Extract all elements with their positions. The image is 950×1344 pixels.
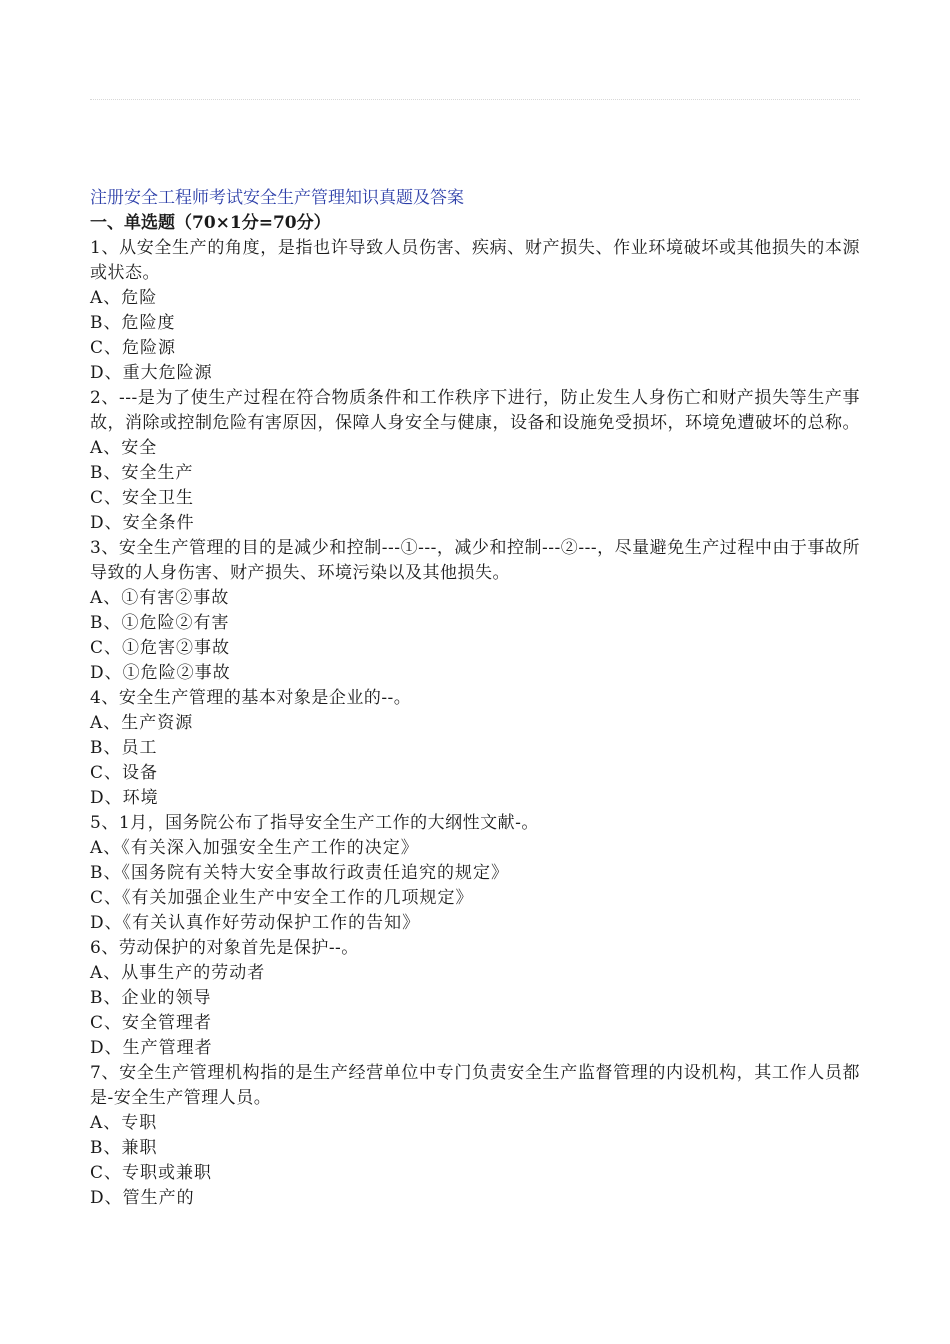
option-b: B、《国务院有关特大安全事故行政责任追究的规定》 (90, 863, 509, 883)
option-c: C、《有关加强企业生产中安全工作的几项规定》 (90, 888, 474, 908)
document-body (90, 186, 860, 1211)
option-c: C、安全卫生 (90, 488, 195, 508)
option-d: D、环境 (90, 788, 159, 808)
option-a: A、专职 (90, 1113, 158, 1133)
option-c: C、危险源 (90, 338, 177, 358)
question-4 (90, 686, 860, 811)
option-d: D、①危险②事故 (90, 663, 231, 683)
question-text: 4、安全生产管理的基本对象是企业的--。 (90, 688, 412, 708)
question-text: 6、劳动保护的对象首先是保护--。 (90, 938, 359, 958)
question-5 (90, 811, 860, 936)
option-a: A、从事生产的劳动者 (90, 963, 266, 983)
question-text: 7、安全生产管理机构指的是生产经营单位中专门负责安全生产监督管理的内设机构，其工作人员都是-安全生产管理人员。 (90, 1063, 860, 1108)
question-text: 2、---是为了使生产过程在符合物质条件和工作秩序下进行，防止发生人身伤亡和财产损失等生产事故，消除或控制危险有害原因，保障人身安全与健康，设备和设施免受损坏，环境免遭破坏的总称。 (90, 388, 860, 433)
option-c: C、设备 (90, 763, 159, 783)
option-d: D、管生产的 (90, 1188, 195, 1208)
option-d: D、生产管理者 (90, 1038, 213, 1058)
option-c: C、安全管理者 (90, 1013, 213, 1033)
question-text: 5、1月，国务院公布了指导安全生产工作的大纲性文献-。 (90, 813, 539, 833)
question-7 (90, 1061, 860, 1211)
option-a: A、生产资源 (90, 713, 194, 733)
document-title: 注册安全工程师考试安全生产管理知识真题及答案 (90, 188, 464, 208)
section-heading: 一、单选题（70×1分=70分） (90, 213, 331, 233)
option-b: B、兼职 (90, 1138, 158, 1158)
question-6 (90, 936, 860, 1061)
option-a: A、①有害②事故 (90, 588, 230, 608)
question-text: 3、安全生产管理的目的是减少和控制---①---，减少和控制---②---，尽量避免生产过程中由于事故所导致的人身伤害、财产损失、环境污染以及其他损失。 (90, 538, 860, 583)
question-2 (90, 386, 860, 536)
option-b: B、危险度 (90, 313, 176, 333)
option-d: D、《有关认真作好劳动保护工作的告知》 (90, 913, 421, 933)
option-d: D、安全条件 (90, 513, 195, 533)
header-divider (90, 99, 860, 100)
option-d: D、重大危险源 (90, 363, 213, 383)
option-c: C、①危害②事故 (90, 638, 231, 658)
option-a: A、《有关深入加强安全生产工作的决定》 (90, 838, 419, 858)
option-b: B、企业的领导 (90, 988, 212, 1008)
question-text: 1、从安全生产的角度，是指也许导致人员伤害、疾病、财产损失、作业环境破坏或其他损失的本源或状态。 (90, 238, 860, 283)
question-3 (90, 536, 860, 686)
option-c: C、专职或兼职 (90, 1163, 213, 1183)
option-b: B、①危险②有害 (90, 613, 230, 633)
option-a: A、安全 (90, 438, 158, 458)
question-1 (90, 236, 860, 386)
option-b: B、安全生产 (90, 463, 194, 483)
option-b: B、员工 (90, 738, 158, 758)
option-a: A、危险 (90, 288, 158, 308)
